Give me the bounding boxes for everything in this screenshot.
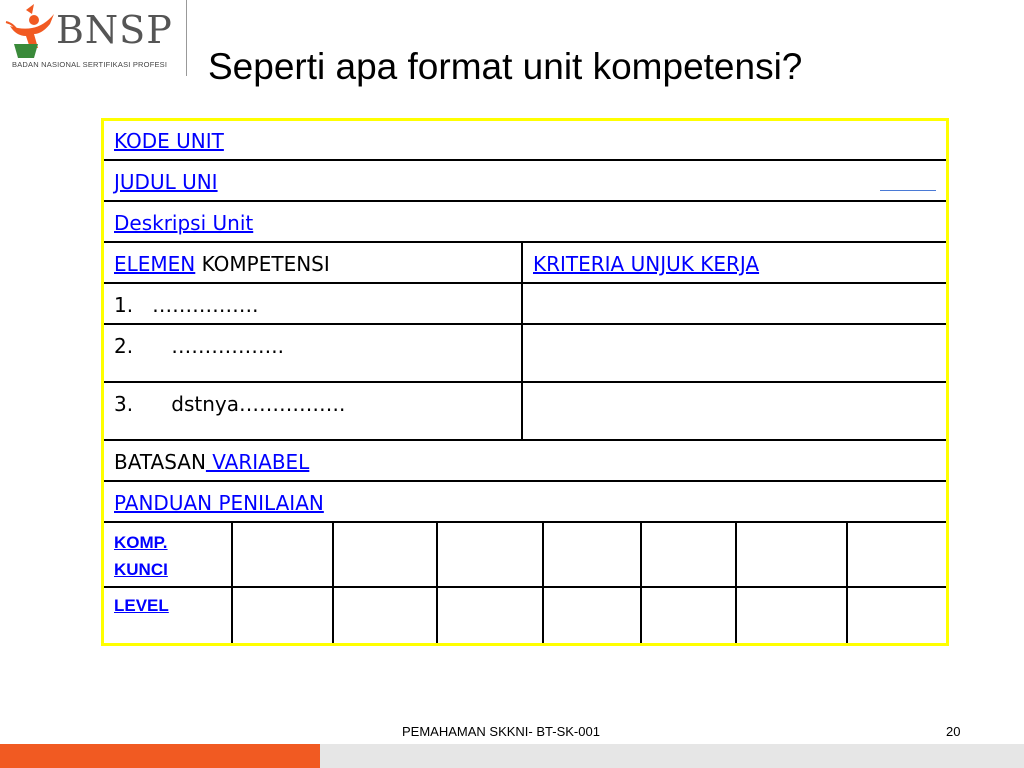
kode-unit-link[interactable]: KODE UNIT bbox=[114, 129, 224, 153]
elemen-kompetensi-header bbox=[114, 252, 330, 276]
kriteria-unjuk-kerja-link[interactable]: KRITERIA UNJUK KERJA bbox=[533, 252, 760, 276]
row-divider bbox=[104, 439, 946, 441]
column-divider bbox=[521, 241, 523, 441]
row-divider bbox=[104, 323, 946, 325]
placeholder-underline bbox=[880, 190, 936, 191]
row-divider bbox=[104, 480, 946, 482]
row-divider bbox=[104, 159, 946, 161]
element-item-1 bbox=[114, 293, 259, 317]
logo-divider bbox=[186, 0, 187, 76]
komp-kunci-line2-link[interactable]: KUNCI bbox=[114, 560, 168, 579]
batasan-variabel-row bbox=[114, 450, 309, 474]
grid-divider bbox=[436, 521, 438, 643]
unit-format-table bbox=[101, 118, 949, 646]
row-divider bbox=[104, 282, 946, 284]
bnsp-emblem-icon bbox=[4, 4, 56, 62]
footer-bar bbox=[320, 744, 1024, 768]
row-divider bbox=[104, 381, 946, 383]
footer-accent-bar bbox=[0, 744, 320, 768]
element-item-2 bbox=[114, 334, 284, 358]
deskripsi-unit-link[interactable]: Deskripsi Unit bbox=[114, 211, 254, 235]
logo-wordmark: BNSP bbox=[56, 8, 173, 52]
grid-divider bbox=[640, 521, 642, 643]
grid-divider bbox=[735, 521, 737, 643]
row-divider bbox=[104, 241, 946, 243]
panduan-penilaian-link[interactable]: PANDUAN PENILAIAN bbox=[114, 491, 324, 515]
footer-text: PEMAHAMAN SKKNI- BT-SK-001 bbox=[402, 724, 600, 739]
item-text: ……………. bbox=[152, 293, 259, 317]
level-link[interactable]: LEVEL bbox=[114, 596, 169, 615]
batasan-label: BATASAN bbox=[114, 450, 206, 474]
komp-kunci-line1-link[interactable]: KOMP. bbox=[114, 533, 168, 552]
item-number: 1. bbox=[114, 293, 134, 317]
item-text: dstnya……………. bbox=[171, 392, 346, 416]
elemen-link[interactable]: ELEMEN bbox=[114, 252, 196, 276]
item-number: 2. bbox=[114, 334, 134, 358]
judul-unit-link[interactable]: JUDUL UNI bbox=[114, 170, 218, 194]
page-title: Seperti apa format unit kompetensi? bbox=[208, 46, 803, 87]
row-divider bbox=[104, 200, 946, 202]
item-text: …………….. bbox=[171, 334, 284, 358]
variabel-link[interactable]: VARIABEL bbox=[205, 450, 310, 474]
item-number: 3. bbox=[114, 392, 134, 416]
kompetensi-label: KOMPETENSI bbox=[195, 252, 330, 276]
logo-subtitle: BADAN NASIONAL SERTIFIKASI PROFESI bbox=[12, 60, 168, 69]
grid-divider bbox=[542, 521, 544, 643]
grid-divider bbox=[231, 521, 233, 643]
bnsp-logo bbox=[0, 0, 190, 78]
page-number: 20 bbox=[946, 724, 961, 739]
grid-divider bbox=[332, 521, 334, 643]
element-item-3 bbox=[114, 392, 345, 416]
grid-divider bbox=[846, 521, 848, 643]
